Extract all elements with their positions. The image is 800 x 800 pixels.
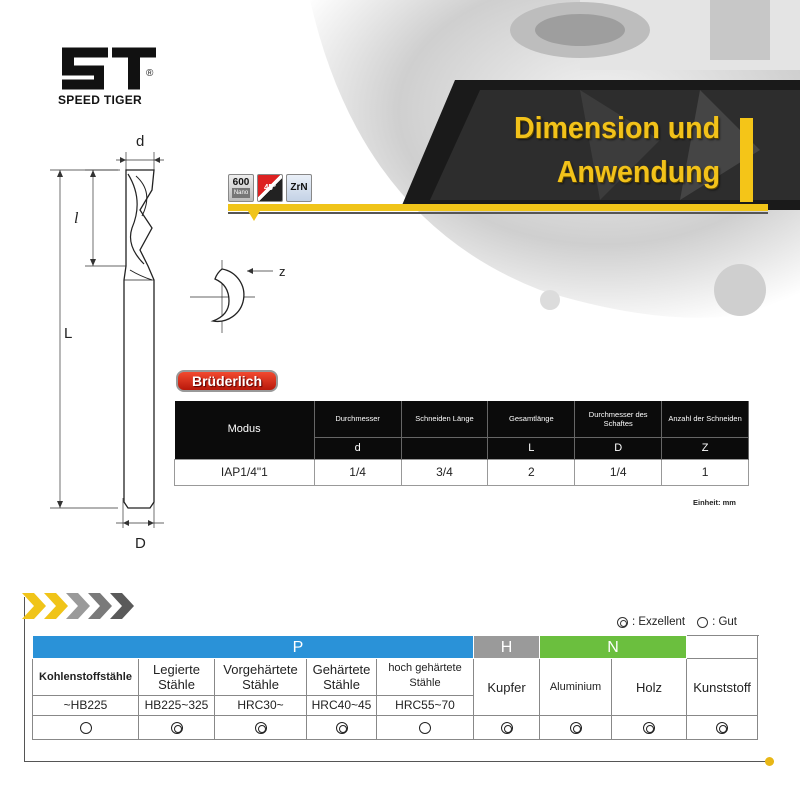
spec-symbol-D: D: [575, 437, 662, 459]
material-name: Gehärtete Stähle: [307, 659, 377, 696]
zrn-coating-badge: [286, 174, 312, 202]
material-hardness: HB225~325: [139, 696, 215, 716]
divider-pointer-icon: [248, 211, 260, 221]
excellent-symbol-icon: [336, 722, 348, 734]
nano-coating-badge: [228, 174, 254, 202]
spec-symbol-L: L: [488, 437, 575, 459]
diameter-d-label: d: [136, 133, 145, 150]
excellent-symbol-icon: [501, 722, 513, 734]
frame-end-dot: [765, 757, 774, 766]
material-rating: [377, 716, 474, 740]
material-name: Legierte Stähle: [139, 659, 215, 696]
title-line-2: Anwendung: [556, 154, 720, 189]
spec-cell-l: 3/4: [401, 459, 488, 485]
overall-length-label: L: [64, 325, 73, 342]
page-title: [462, 106, 720, 194]
material-name: Aluminium: [540, 659, 612, 716]
excellent-symbol-icon: [570, 722, 582, 734]
material-name: Kupfer: [474, 659, 540, 716]
material-hardness: ~HB225: [33, 696, 139, 716]
unit-note: Einheit: mm: [693, 498, 736, 507]
material-rating: [307, 716, 377, 740]
legend-good-label: : Gut: [712, 616, 737, 628]
spec-header-shank-diameter: Durchmesser des Schaftes: [575, 401, 662, 437]
material-name: Kunststoff: [687, 659, 758, 716]
material-hardness: HRC40~45: [307, 696, 377, 716]
category-p: P: [33, 636, 474, 659]
material-hardness: HRC30~: [215, 696, 307, 716]
category-n: N: [540, 636, 687, 659]
end-mill-drawing: [40, 130, 190, 550]
spec-table: [174, 401, 749, 486]
shank-diameter-label: D: [135, 535, 146, 552]
spec-header-overall-length: Gesamtlänge: [488, 401, 575, 437]
material-rating: [612, 716, 687, 740]
helix-angle-badge: [257, 174, 283, 202]
material-hardness: HRC55~70: [377, 696, 474, 716]
cutting-length-label: l: [74, 210, 79, 227]
flute-count-z-label: z: [279, 264, 286, 279]
spec-symbol-l: [401, 437, 488, 459]
title-accent-bar: [740, 118, 753, 202]
good-symbol-icon: [697, 617, 708, 628]
spec-symbol-Z: Z: [662, 437, 749, 459]
table-row: [175, 459, 749, 485]
spec-cell-L: 2: [488, 459, 575, 485]
material-rating: [139, 716, 215, 740]
title-line-1: Dimension und: [514, 110, 720, 145]
spec-header-cutting-length: Schneiden Länge: [401, 401, 488, 437]
spec-cell-Z: 1: [662, 459, 749, 485]
excellent-symbol-icon: [643, 722, 655, 734]
cross-section-icon: [185, 255, 285, 335]
coating-badges: [228, 174, 312, 202]
zrn-badge-label: ZrN: [290, 182, 308, 193]
nano-badge-sub: Nano: [233, 190, 249, 196]
spec-cell-modus: IAP1/4"1: [175, 459, 315, 485]
excellent-symbol-icon: [617, 617, 628, 628]
material-rating: [215, 716, 307, 740]
material-names-row: [33, 659, 758, 696]
spec-header-row: [175, 401, 749, 437]
excellent-symbol-icon: [716, 722, 728, 734]
legend-excellent-label: : Exzellent: [632, 616, 686, 628]
divider-shadow: [228, 212, 768, 214]
good-symbol-icon: [419, 722, 431, 734]
series-tag: Brüderlich: [176, 370, 278, 392]
spec-header-modus: Modus: [175, 401, 315, 459]
brand-name: SPEED TIGER: [58, 93, 142, 107]
spec-cell-D: 1/4: [575, 459, 662, 485]
nano-badge-label: 600: [232, 177, 250, 188]
rating-legend: [617, 616, 737, 628]
good-symbol-icon: [80, 722, 92, 734]
excellent-symbol-icon: [255, 722, 267, 734]
material-name: Holz: [612, 659, 687, 716]
spec-symbol-d: d: [314, 437, 401, 459]
material-name: Vorgehärtete Stähle: [215, 659, 307, 696]
material-name: Kohlenstoffstähle: [33, 659, 139, 696]
material-table: [32, 635, 758, 740]
excellent-symbol-icon: [171, 722, 183, 734]
category-other: [687, 636, 758, 659]
material-category-row: [33, 636, 758, 659]
material-name: hoch gehärtete Stähle: [377, 659, 474, 696]
material-rating-row: [33, 716, 758, 740]
spec-header-diameter: Durchmesser: [314, 401, 401, 437]
category-h: H: [474, 636, 540, 659]
material-rating: [33, 716, 139, 740]
material-rating: [540, 716, 612, 740]
spec-cell-d: 1/4: [314, 459, 401, 485]
chevron-arrows-icon: [22, 591, 137, 621]
registered-mark: ®: [146, 68, 154, 79]
helix-badge-label: 45°: [263, 183, 277, 192]
spec-header-flutes: Anzahl der Schneiden: [662, 401, 749, 437]
material-rating: [474, 716, 540, 740]
material-rating: [687, 716, 758, 740]
yellow-divider: [228, 204, 768, 211]
